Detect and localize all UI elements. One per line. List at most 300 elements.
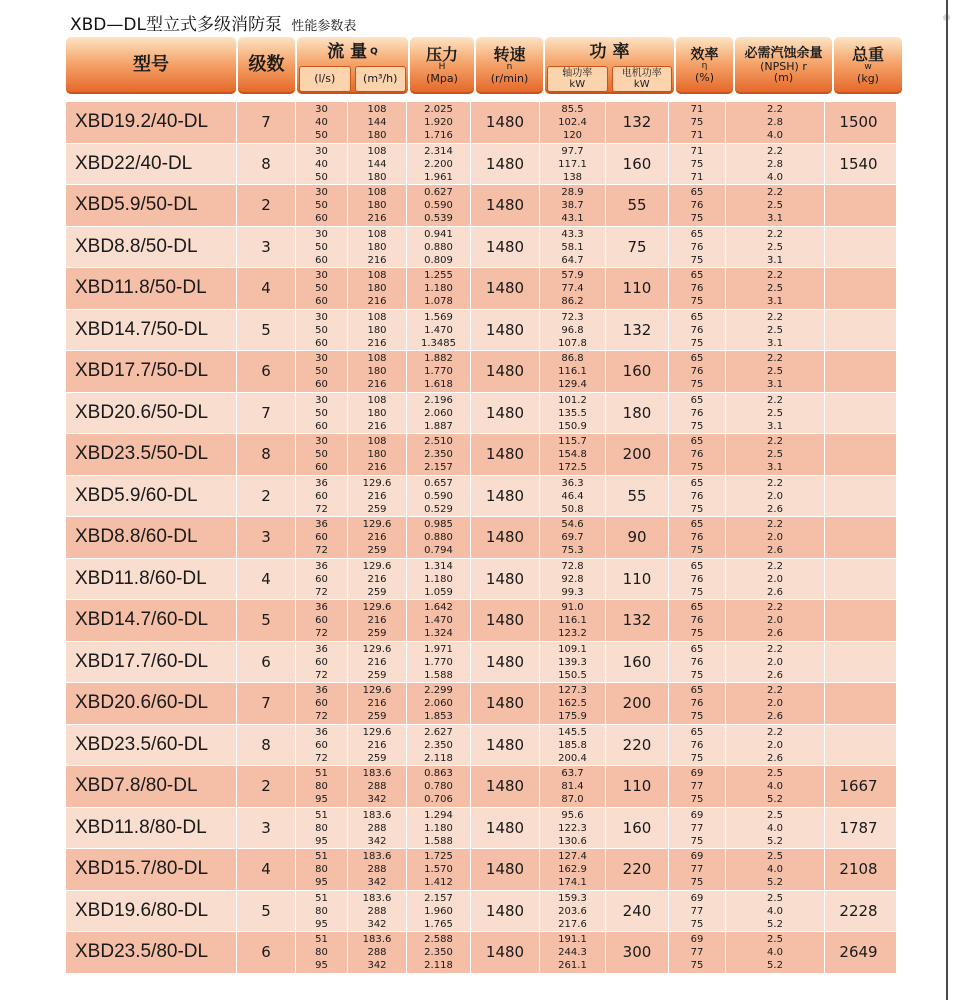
cell-motor-power: 300 [605, 932, 668, 973]
cell-flow-m3h [347, 725, 406, 766]
cell-npsh [725, 517, 824, 558]
cell-value: 150.5 [558, 669, 587, 681]
cell-value: 183.6 [362, 851, 392, 862]
cell-motor-power: 55 [605, 476, 668, 517]
cell-model: XBD23.5/60-DL [75, 733, 209, 755]
cell-stages: 3 [236, 517, 295, 558]
cell-value: 65 [690, 560, 704, 572]
cell-flow-ls [295, 393, 347, 434]
cell-value: 50.8 [561, 503, 584, 515]
cell-value: 144 [367, 158, 387, 170]
cell-value: 116.1 [558, 366, 587, 378]
cell-npsh [725, 227, 824, 268]
cell-flow-ls [295, 600, 347, 641]
cell-value: 288 [367, 864, 387, 876]
cell-value: 75 [690, 158, 704, 170]
cell-efficiency [668, 185, 725, 226]
table-row [66, 890, 896, 932]
cell-value: 57.9 [561, 270, 584, 281]
cell-value: 50 [315, 130, 328, 142]
cell-value: 28.9 [561, 187, 584, 198]
cell-flow-ls [295, 808, 347, 849]
cell-value: 50 [315, 283, 328, 295]
cell-motor-power: 110 [605, 559, 668, 600]
cell-value: 76 [690, 366, 704, 378]
cell-model: XBD23.5/50-DL [75, 443, 209, 465]
cell-value: 80 [315, 864, 328, 876]
right-divider [946, 0, 948, 1000]
cell-value: 1.059 [424, 586, 453, 598]
cell-stages: 6 [236, 351, 295, 392]
cell-npsh [725, 434, 824, 475]
cell-value: 5.2 [767, 877, 783, 889]
cell-speed: 1480 [470, 310, 539, 351]
cell-shaft-power [539, 434, 605, 475]
cell-pressure [406, 185, 470, 226]
cell-value: 1.642 [424, 602, 453, 613]
cell-value: 342 [367, 835, 387, 847]
cell-flow-ls [295, 227, 347, 268]
table-row [66, 558, 896, 600]
cell-model: XBD11.8/60-DL [75, 567, 207, 589]
cell-efficiency [668, 932, 725, 973]
cell-motor-power: 220 [605, 849, 668, 890]
cell-value: 1.770 [424, 656, 453, 668]
cell-weight: 1667 [824, 766, 892, 807]
cell-pressure [406, 310, 470, 351]
cell-value: 5.2 [767, 918, 783, 930]
cell-value: 75 [690, 503, 704, 515]
cell-value: 75 [690, 918, 704, 930]
cell-value: 145.5 [558, 726, 587, 738]
cell-value: 71 [690, 145, 704, 157]
cell-value: 115.7 [558, 436, 587, 447]
cell-value: 1.920 [424, 117, 453, 129]
cell-value: 2.0 [767, 698, 783, 710]
cell-value: 60 [315, 532, 328, 544]
cell-model: XBD5.9/50-DL [75, 194, 198, 216]
cell-value: 76 [690, 283, 704, 295]
cell-stages: 2 [236, 766, 295, 807]
cell-value: 50 [315, 241, 328, 253]
cell-value: 72 [315, 628, 328, 640]
table-body [66, 101, 896, 973]
header-pressure-label: 压力 [425, 44, 458, 64]
cell-value: 50 [315, 449, 328, 461]
page-title [70, 10, 356, 35]
cell-model: XBD23.5/80-DL [75, 941, 209, 963]
table-row [66, 350, 896, 392]
cell-value: 43.1 [561, 213, 584, 225]
cell-shaft-power [539, 725, 605, 766]
cell-model: XBD20.6/50-DL [75, 401, 209, 423]
header-power-units [545, 66, 674, 92]
cell-motor-power: 75 [605, 227, 668, 268]
cell-pressure [406, 849, 470, 890]
cell-value: 60 [315, 739, 328, 751]
table-row [66, 267, 896, 309]
cell-flow-ls [295, 476, 347, 517]
table-row [66, 309, 896, 351]
cell-value: 76 [690, 407, 704, 419]
cell-npsh [725, 476, 824, 517]
cell-shaft-power [539, 642, 605, 683]
cell-value: 127.3 [558, 685, 587, 696]
cell-value: 95 [315, 960, 328, 972]
cell-value: 86.2 [561, 296, 584, 308]
cell-flow-ls [295, 683, 347, 724]
cell-value: 30 [315, 228, 328, 240]
table-row [66, 433, 896, 475]
cell-value: 71 [690, 104, 704, 115]
cell-value: 1.770 [424, 366, 453, 378]
cell-flow-ls [295, 766, 347, 807]
cell-shaft-power [539, 268, 605, 309]
cell-value: 72 [315, 711, 328, 723]
cell-value: 108 [367, 104, 387, 115]
cell-efficiency [668, 227, 725, 268]
cell-npsh [725, 725, 824, 766]
cell-value: 75 [690, 669, 704, 681]
header-flow [297, 37, 408, 94]
cell-value: 36 [315, 602, 328, 613]
cell-value: 72 [315, 752, 328, 764]
cell-shaft-power [539, 600, 605, 641]
cell-value: 2.0 [767, 573, 783, 585]
cell-motor-power: 132 [605, 310, 668, 351]
cell-weight: 1787 [824, 808, 892, 849]
cell-value: 2.157 [424, 462, 453, 474]
cell-value: 2.5 [767, 241, 783, 253]
cell-value: 138 [562, 171, 583, 183]
cell-value: 80 [315, 822, 328, 834]
header-power [545, 37, 674, 94]
cell-flow-ls [295, 185, 347, 226]
cell-flow-ls [295, 725, 347, 766]
cell-efficiency [668, 891, 725, 932]
cell-value: 51 [315, 809, 328, 821]
cell-value: 2.2 [767, 602, 783, 613]
cell-npsh [725, 351, 824, 392]
cell-value: 1.569 [424, 311, 453, 323]
cell-value: 3.1 [767, 213, 783, 225]
cell-efficiency [668, 102, 725, 143]
cell-motor-power: 110 [605, 766, 668, 807]
cell-value: 72.3 [561, 311, 584, 323]
cell-value: 2.6 [767, 503, 783, 515]
cell-value: 139.3 [558, 656, 587, 668]
cell-pressure [406, 600, 470, 641]
cell-flow-m3h [347, 144, 406, 185]
cell-value: 1.3485 [421, 337, 456, 349]
header-shaft-power-unit: kW [569, 78, 586, 90]
cell-speed: 1480 [470, 268, 539, 309]
cell-motor-power: 160 [605, 642, 668, 683]
cell-weight [824, 725, 892, 766]
cell-stages: 5 [236, 891, 295, 932]
cell-value: 3.1 [767, 337, 783, 349]
header-npsh-unit: (m) [773, 71, 794, 85]
cell-value: 2.314 [424, 145, 453, 157]
cell-value: 2.118 [424, 752, 453, 764]
cell-stages: 2 [236, 476, 295, 517]
cell-speed: 1480 [470, 393, 539, 434]
cell-efficiency [668, 766, 725, 807]
cell-flow-m3h [347, 808, 406, 849]
cell-flow-m3h [347, 434, 406, 475]
cell-flow-ls [295, 891, 347, 932]
cell-value: 0.941 [424, 228, 453, 240]
cell-pressure [406, 144, 470, 185]
cell-motor-power: 160 [605, 351, 668, 392]
cell-value: 2.6 [767, 586, 783, 598]
cell-npsh [725, 144, 824, 185]
cell-value: 75 [690, 794, 704, 806]
cell-value: 108 [367, 270, 387, 281]
cell-value: 2.8 [767, 117, 783, 129]
cell-shaft-power [539, 891, 605, 932]
header-shaft-power [547, 66, 608, 92]
cell-value: 1.470 [424, 615, 453, 627]
cell-value: 51 [315, 892, 328, 904]
cell-pressure [406, 351, 470, 392]
header-shaft-power-label: 轴功率 [562, 67, 593, 79]
cell-value: 65 [690, 685, 704, 696]
cell-value: 2.5 [767, 851, 783, 862]
cell-npsh [725, 642, 824, 683]
cell-speed: 1480 [470, 932, 539, 973]
header-efficiency-label: 效率 [690, 46, 719, 63]
cell-value: 65 [690, 311, 704, 323]
cell-value: 0.529 [424, 503, 453, 515]
cell-value: 2.5 [767, 324, 783, 336]
cell-value: 259 [367, 503, 387, 515]
cell-value: 0.590 [424, 200, 453, 212]
cell-model: XBD19.2/40-DL [75, 111, 209, 133]
cell-value: 80 [315, 947, 328, 959]
cell-value: 75 [690, 379, 704, 391]
cell-value: 75 [690, 296, 704, 308]
cell-pressure [406, 725, 470, 766]
cell-value: 130.6 [558, 835, 587, 847]
header-weight-label: 总重 [851, 44, 884, 64]
cell-value: 159.3 [558, 892, 587, 904]
cell-value: 259 [367, 752, 387, 764]
cell-value: 30 [315, 187, 328, 198]
cell-value: 2.2 [767, 560, 783, 572]
cell-value: 2.118 [424, 960, 453, 972]
cell-pressure [406, 227, 470, 268]
cell-value: 4.0 [767, 130, 783, 142]
cell-value: 108 [367, 436, 387, 447]
header-flow-units [297, 66, 408, 92]
cell-npsh [725, 559, 824, 600]
cell-speed: 1480 [470, 725, 539, 766]
cell-value: 1.588 [424, 835, 453, 847]
cell-value: 288 [367, 822, 387, 834]
cell-speed: 1480 [470, 185, 539, 226]
cell-value: 2.060 [424, 698, 453, 710]
header-speed-unit: (r/min) [490, 71, 529, 85]
cell-value: 65 [690, 353, 704, 364]
cell-value: 50 [315, 366, 328, 378]
cell-value: 65 [690, 477, 704, 489]
cell-value: 30 [315, 145, 328, 157]
header-npsh [735, 37, 832, 94]
cell-efficiency [668, 310, 725, 351]
cell-value: 4.0 [767, 905, 783, 917]
cell-value: 174.1 [558, 877, 587, 889]
cell-value: 216 [367, 656, 387, 668]
cell-value: 81.4 [561, 781, 584, 793]
cell-shaft-power [539, 559, 605, 600]
cell-value: 80 [315, 905, 328, 917]
cell-flow-m3h [347, 559, 406, 600]
cell-value: 50 [315, 407, 328, 419]
header-speed-symbol: n [506, 62, 513, 73]
cell-efficiency [668, 268, 725, 309]
cell-value: 2.350 [424, 739, 453, 751]
cell-value: 2.2 [767, 685, 783, 696]
cell-stages: 3 [236, 227, 295, 268]
cell-flow-m3h [347, 227, 406, 268]
cell-npsh [725, 808, 824, 849]
cell-value: 2.6 [767, 545, 783, 557]
cell-value: 2.2 [767, 726, 783, 738]
cell-value: 129.6 [362, 477, 392, 489]
cell-value: 1.961 [424, 171, 453, 183]
cell-value: 63.7 [561, 768, 584, 779]
cell-speed: 1480 [470, 517, 539, 558]
cell-efficiency [668, 393, 725, 434]
cell-efficiency [668, 683, 725, 724]
cell-value: 2.350 [424, 449, 453, 461]
cell-value: 2.2 [767, 477, 783, 489]
cell-value: 2.2 [767, 643, 783, 655]
cell-value: 69.7 [561, 532, 584, 544]
cell-value: 1.853 [424, 711, 453, 723]
cell-value: 2.5 [767, 407, 783, 419]
cell-efficiency [668, 725, 725, 766]
cell-shaft-power [539, 144, 605, 185]
cell-value: 95 [315, 835, 328, 847]
cell-value: 1.078 [424, 296, 453, 308]
cell-value: 216 [367, 213, 387, 225]
cell-value: 76 [690, 656, 704, 668]
cell-value: 2.0 [767, 532, 783, 544]
cell-value: 77.4 [561, 283, 584, 295]
cell-value: 43.3 [561, 228, 584, 240]
cell-value: 180 [367, 283, 387, 295]
cell-value: 144 [367, 117, 387, 129]
header-model-label: 型号 [133, 54, 169, 76]
cell-value: 0.880 [424, 241, 453, 253]
cell-value: 50 [315, 171, 328, 183]
cell-flow-m3h [347, 600, 406, 641]
title-text: XBD—DL型立式多级消防泵 [70, 15, 282, 35]
cell-value: 71 [690, 171, 704, 183]
cell-value: 5.2 [767, 960, 783, 972]
cell-model: XBD17.7/50-DL [75, 360, 209, 382]
cell-model: XBD14.7/50-DL [75, 318, 209, 340]
cell-weight [824, 434, 892, 475]
cell-pressure [406, 102, 470, 143]
cell-npsh [725, 891, 824, 932]
cell-efficiency [668, 559, 725, 600]
cell-value: 216 [367, 698, 387, 710]
cell-efficiency [668, 849, 725, 890]
cell-value: 0.809 [424, 254, 453, 266]
cell-value: 2.5 [767, 809, 783, 821]
cell-value: 0.780 [424, 781, 453, 793]
cell-value: 1.570 [424, 864, 453, 876]
cell-value: 0.590 [424, 490, 453, 502]
cell-value: 60 [315, 698, 328, 710]
cell-value: 75 [690, 711, 704, 723]
cell-value: 183.6 [362, 934, 392, 945]
cell-shaft-power [539, 808, 605, 849]
cell-shaft-power [539, 766, 605, 807]
cell-value: 162.9 [558, 864, 587, 876]
cell-value: 5.2 [767, 835, 783, 847]
cell-motor-power: 180 [605, 393, 668, 434]
cell-value: 72 [315, 586, 328, 598]
cell-speed: 1480 [470, 351, 539, 392]
cell-value: 180 [367, 130, 387, 142]
cell-value: 180 [367, 324, 387, 336]
cell-value: 342 [367, 960, 387, 972]
cell-flow-ls [295, 102, 347, 143]
cell-value: 1.765 [424, 918, 453, 930]
cell-value: 60 [315, 296, 328, 308]
cell-efficiency [668, 476, 725, 517]
cell-npsh [725, 932, 824, 973]
cell-value: 36 [315, 477, 328, 489]
cell-value: 2.627 [424, 726, 453, 738]
cell-value: 180 [367, 366, 387, 378]
cell-value: 2.299 [424, 685, 453, 696]
cell-shaft-power [539, 310, 605, 351]
cell-pressure [406, 642, 470, 683]
cell-speed: 1480 [470, 476, 539, 517]
cell-value: 77 [690, 905, 704, 917]
cell-value: 288 [367, 947, 387, 959]
cell-shaft-power [539, 517, 605, 558]
cell-value: 180 [367, 407, 387, 419]
cell-value: 203.6 [558, 905, 587, 917]
table-row [66, 226, 896, 268]
cell-value: 50 [315, 324, 328, 336]
cell-weight [824, 268, 892, 309]
cell-value: 2.6 [767, 669, 783, 681]
cell-value: 91.0 [561, 602, 584, 613]
cell-value: 342 [367, 877, 387, 889]
cell-value: 108 [367, 145, 387, 157]
cell-flow-ls [295, 517, 347, 558]
cell-value: 76 [690, 449, 704, 461]
cell-value: 2.2 [767, 187, 783, 198]
cell-value: 72 [315, 669, 328, 681]
cell-flow-m3h [347, 932, 406, 973]
header-flow-unit-ls: (l/s) [299, 66, 351, 92]
cell-value: 38.7 [561, 200, 584, 212]
cell-value: 2.0 [767, 490, 783, 502]
cell-value: 0.863 [424, 768, 453, 779]
cell-pressure [406, 683, 470, 724]
cell-motor-power: 240 [605, 891, 668, 932]
cell-value: 60 [315, 615, 328, 627]
cell-value: 76 [690, 573, 704, 585]
